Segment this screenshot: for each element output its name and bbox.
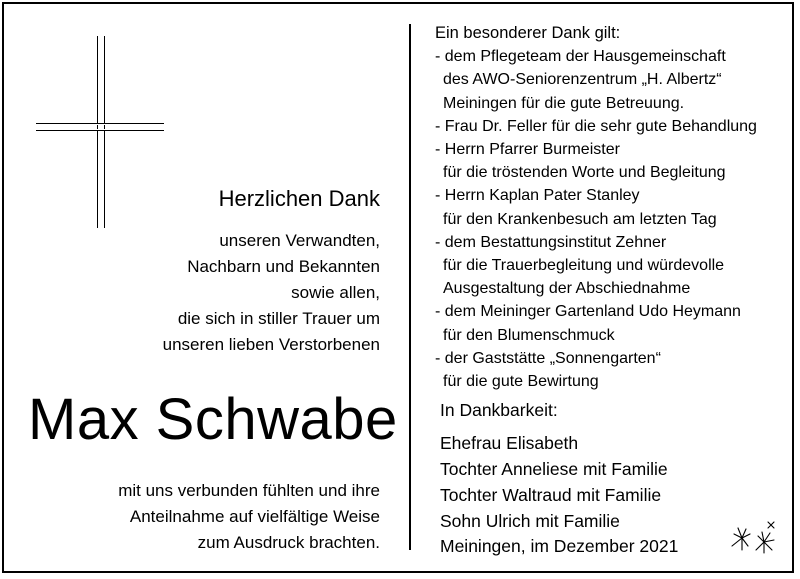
special-thanks-heading: Ein besonderer Dank gilt: [435,24,621,42]
gratitude-label: In Dankbarkeit: [440,400,558,420]
thanks-closing [118,478,380,556]
family-member: Ehefrau Elisabeth [440,433,579,453]
column-divider [409,24,411,550]
text-line: Nachbarn und Bekannten [187,257,380,276]
signatories [440,398,668,534]
thanks-recipients [163,228,380,358]
dandelion-ornament-icon [728,520,780,556]
list-item: - Herrn Pfarrer Burmeister [435,141,620,159]
list-item: - der Gaststätte „Sonnengarten“ [435,349,661,367]
deceased-name: Max Schwabe [28,387,398,452]
family-list [440,430,668,534]
text-line: zum Ausdruck brachten. [197,533,380,552]
family-member: Tochter Anneliese mit Familie [440,459,668,479]
list-item-continuation: Meiningen für die gute Betreuung. [443,94,685,112]
thanks-heading: Herzlichen Dank [218,186,380,211]
list-item-continuation: für die Trauerbegleitung und würdevolle [443,257,725,275]
list-item: - dem Bestattungsinstitut Zehner [435,233,667,251]
list-item: - dem Pflegeteam der Hausgemeinschaft [435,48,726,66]
text-line: sowie allen, [291,283,380,302]
family-member: Tochter Waltraud mit Familie [440,485,662,505]
list-item-continuation: für die gute Bewirtung [443,373,599,391]
list-item-continuation: für die tröstenden Worte und Begleitung [443,164,726,182]
family-member: Sohn Ulrich mit Familie [440,511,620,531]
list-item-continuation: für den Krankenbesuch am letzten Tag [443,210,717,228]
list-item: - Herrn Kaplan Pater Stanley [435,187,640,205]
list-item-continuation: für den Blumenschmuck [443,326,615,344]
text-line: unseren Verwandten, [219,231,380,250]
list-item-continuation: des AWO-Seniorenzentrum „H. Albertz“ [443,71,722,89]
text-line: unseren lieben Verstorbenen [162,335,380,354]
list-item: - Frau Dr. Feller für die sehr gute Behandlung [435,117,757,135]
list-item: - dem Meininger Gartenland Udo Heymann [435,303,741,321]
text-line: die sich in stiller Trauer um [177,309,380,328]
list-item-continuation: Ausgestaltung der Abschiednahme [443,280,691,298]
place-date: Meiningen, im Dezember 2021 [440,536,679,556]
special-thanks-list [435,22,757,393]
text-line: mit uns verbunden fühlten und ihre [118,481,380,500]
text-line: Anteilnahme auf vielfältige Weise [129,507,380,526]
